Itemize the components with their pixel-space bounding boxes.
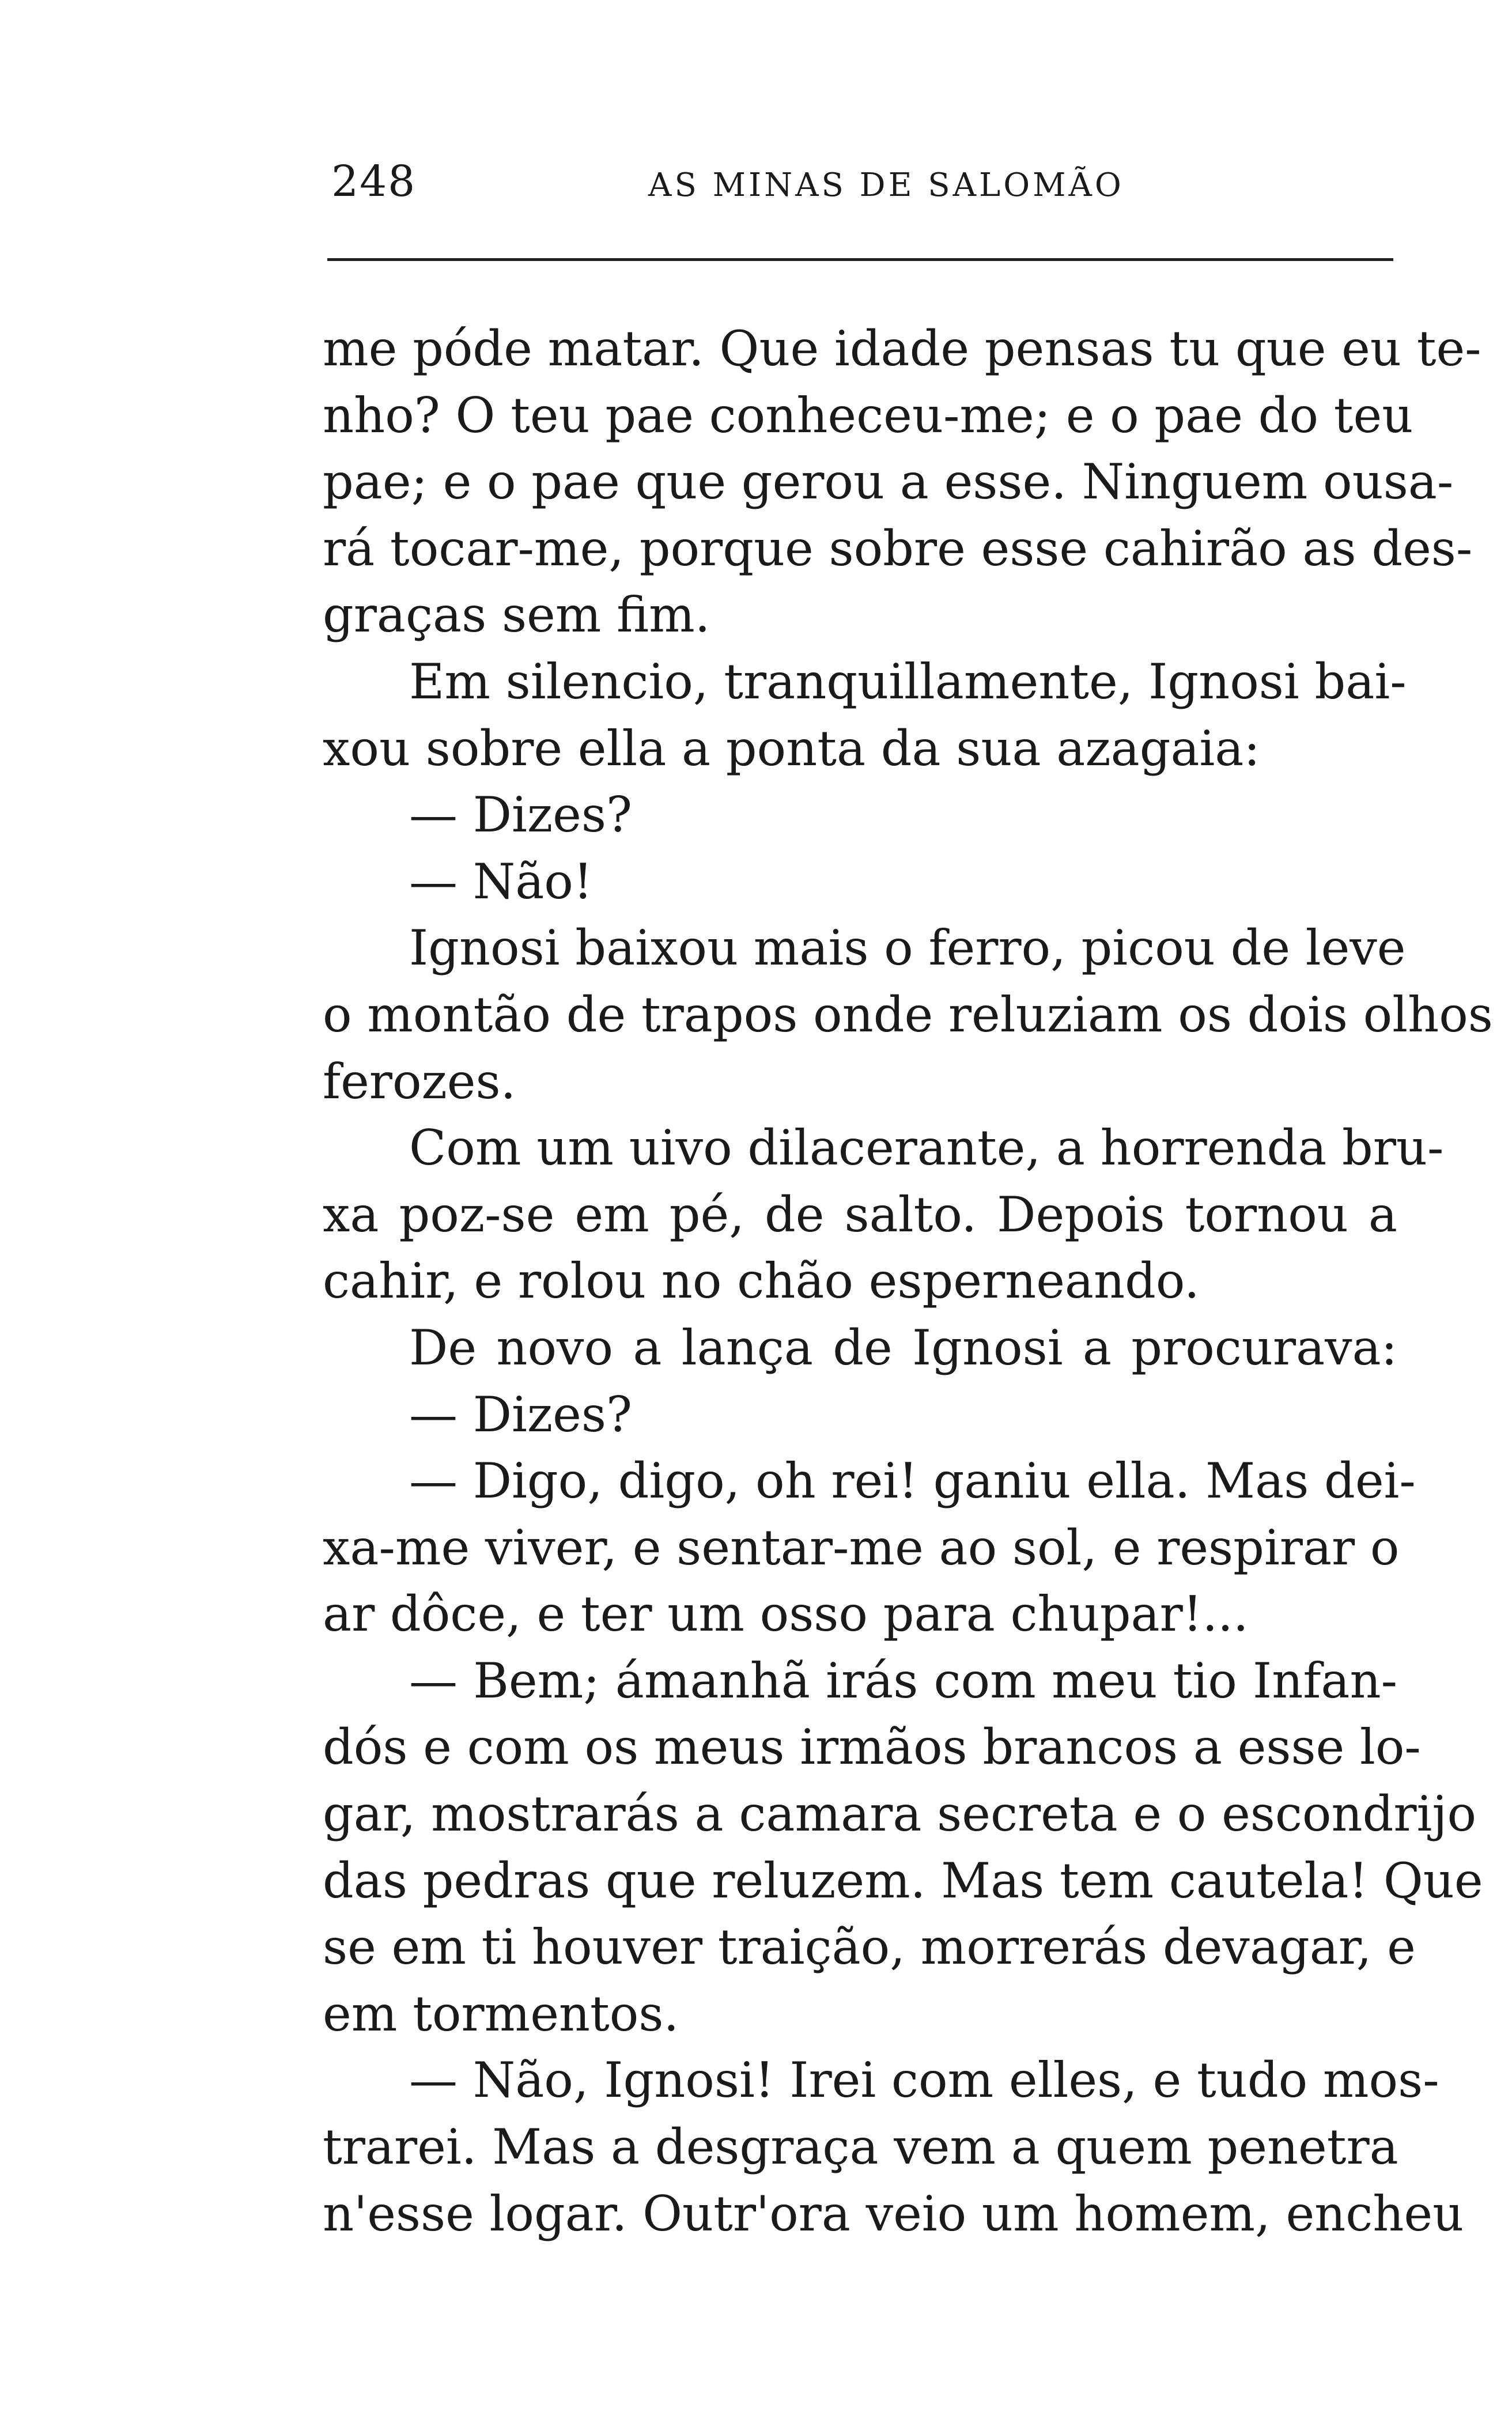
- text-line: Ignosi baixou mais o ferro, picou de leve: [409, 920, 1406, 977]
- text-line: — Não!: [409, 853, 593, 910]
- text-line: — Digo, digo, oh rei! ganiu ella. Mas dei-: [409, 1453, 1416, 1510]
- text-line: cahir, e rolou no chão esperneando.: [323, 1253, 1200, 1310]
- text-line: dós e com os meus irmãos brancos a esse lo-: [323, 1719, 1421, 1776]
- text-line: ferozes.: [323, 1053, 516, 1110]
- text-line: pae; e o pae que gerou a esse. Ninguem ousa-: [323, 453, 1454, 511]
- text-line: Com um uivo dilacerante, a horrenda bru-: [409, 1120, 1444, 1177]
- text-line: se em ti houver traição, morrerás devagar, e: [323, 1919, 1416, 1976]
- text-line: Em silencio, tranquillamente, Ignosi bai-: [409, 653, 1407, 710]
- text-line: nho? O teu pae conheceu-me; e o pae do teu: [323, 387, 1413, 444]
- text-line: — Bem; ámanhã irás com meu tio Infan-: [409, 1652, 1397, 1709]
- text-line: das pedras que reluzem. Mas tem cautela! Que: [323, 1852, 1483, 1909]
- text-line: — Dizes?: [409, 1386, 633, 1443]
- text-line: De novo a lança de Ignosi a procurava:: [409, 1319, 1397, 1376]
- text-line: — Não, Ignosi! Irei com elles, e tudo mos-: [409, 2052, 1439, 2109]
- text-line: em tormentos.: [323, 1985, 679, 2042]
- text-line: gar, mostrarás a camara secreta e o escondrijo: [323, 1786, 1477, 1843]
- text-line: ar dôce, e ter um osso para chupar!...: [323, 1586, 1249, 1643]
- text-line: trarei. Mas a desgraça vem a quem penetra: [323, 2119, 1398, 2176]
- text-line: rá tocar-me, porque sobre esse cahirão as des-: [323, 520, 1473, 577]
- text-line: n'esse logar. Outr'ora veio um homem, encheu: [323, 2185, 1464, 2242]
- text-line: graças sem fim.: [323, 587, 710, 644]
- header-rule: [327, 258, 1393, 261]
- text-line: xou sobre ella a ponta da sua azagaia:: [323, 720, 1260, 777]
- running-title: AS MINAS DE SALOMÃO: [648, 167, 1124, 204]
- text-line: xa-me viver, e sentar-me ao sol, e respirar o: [323, 1519, 1400, 1576]
- page-number: 248: [331, 157, 417, 206]
- page-header: [331, 156, 1392, 207]
- text-line: xa poz-se em pé, de salto. Depois tornou a: [323, 1186, 1397, 1243]
- text-line: me póde matar. Que idade pensas tu que eu te-: [323, 320, 1481, 377]
- text-line: — Dizes?: [409, 787, 633, 844]
- body-text: [323, 316, 1493, 2247]
- text-line: o montão de trapos onde reluziam os dois olhos: [323, 986, 1493, 1043]
